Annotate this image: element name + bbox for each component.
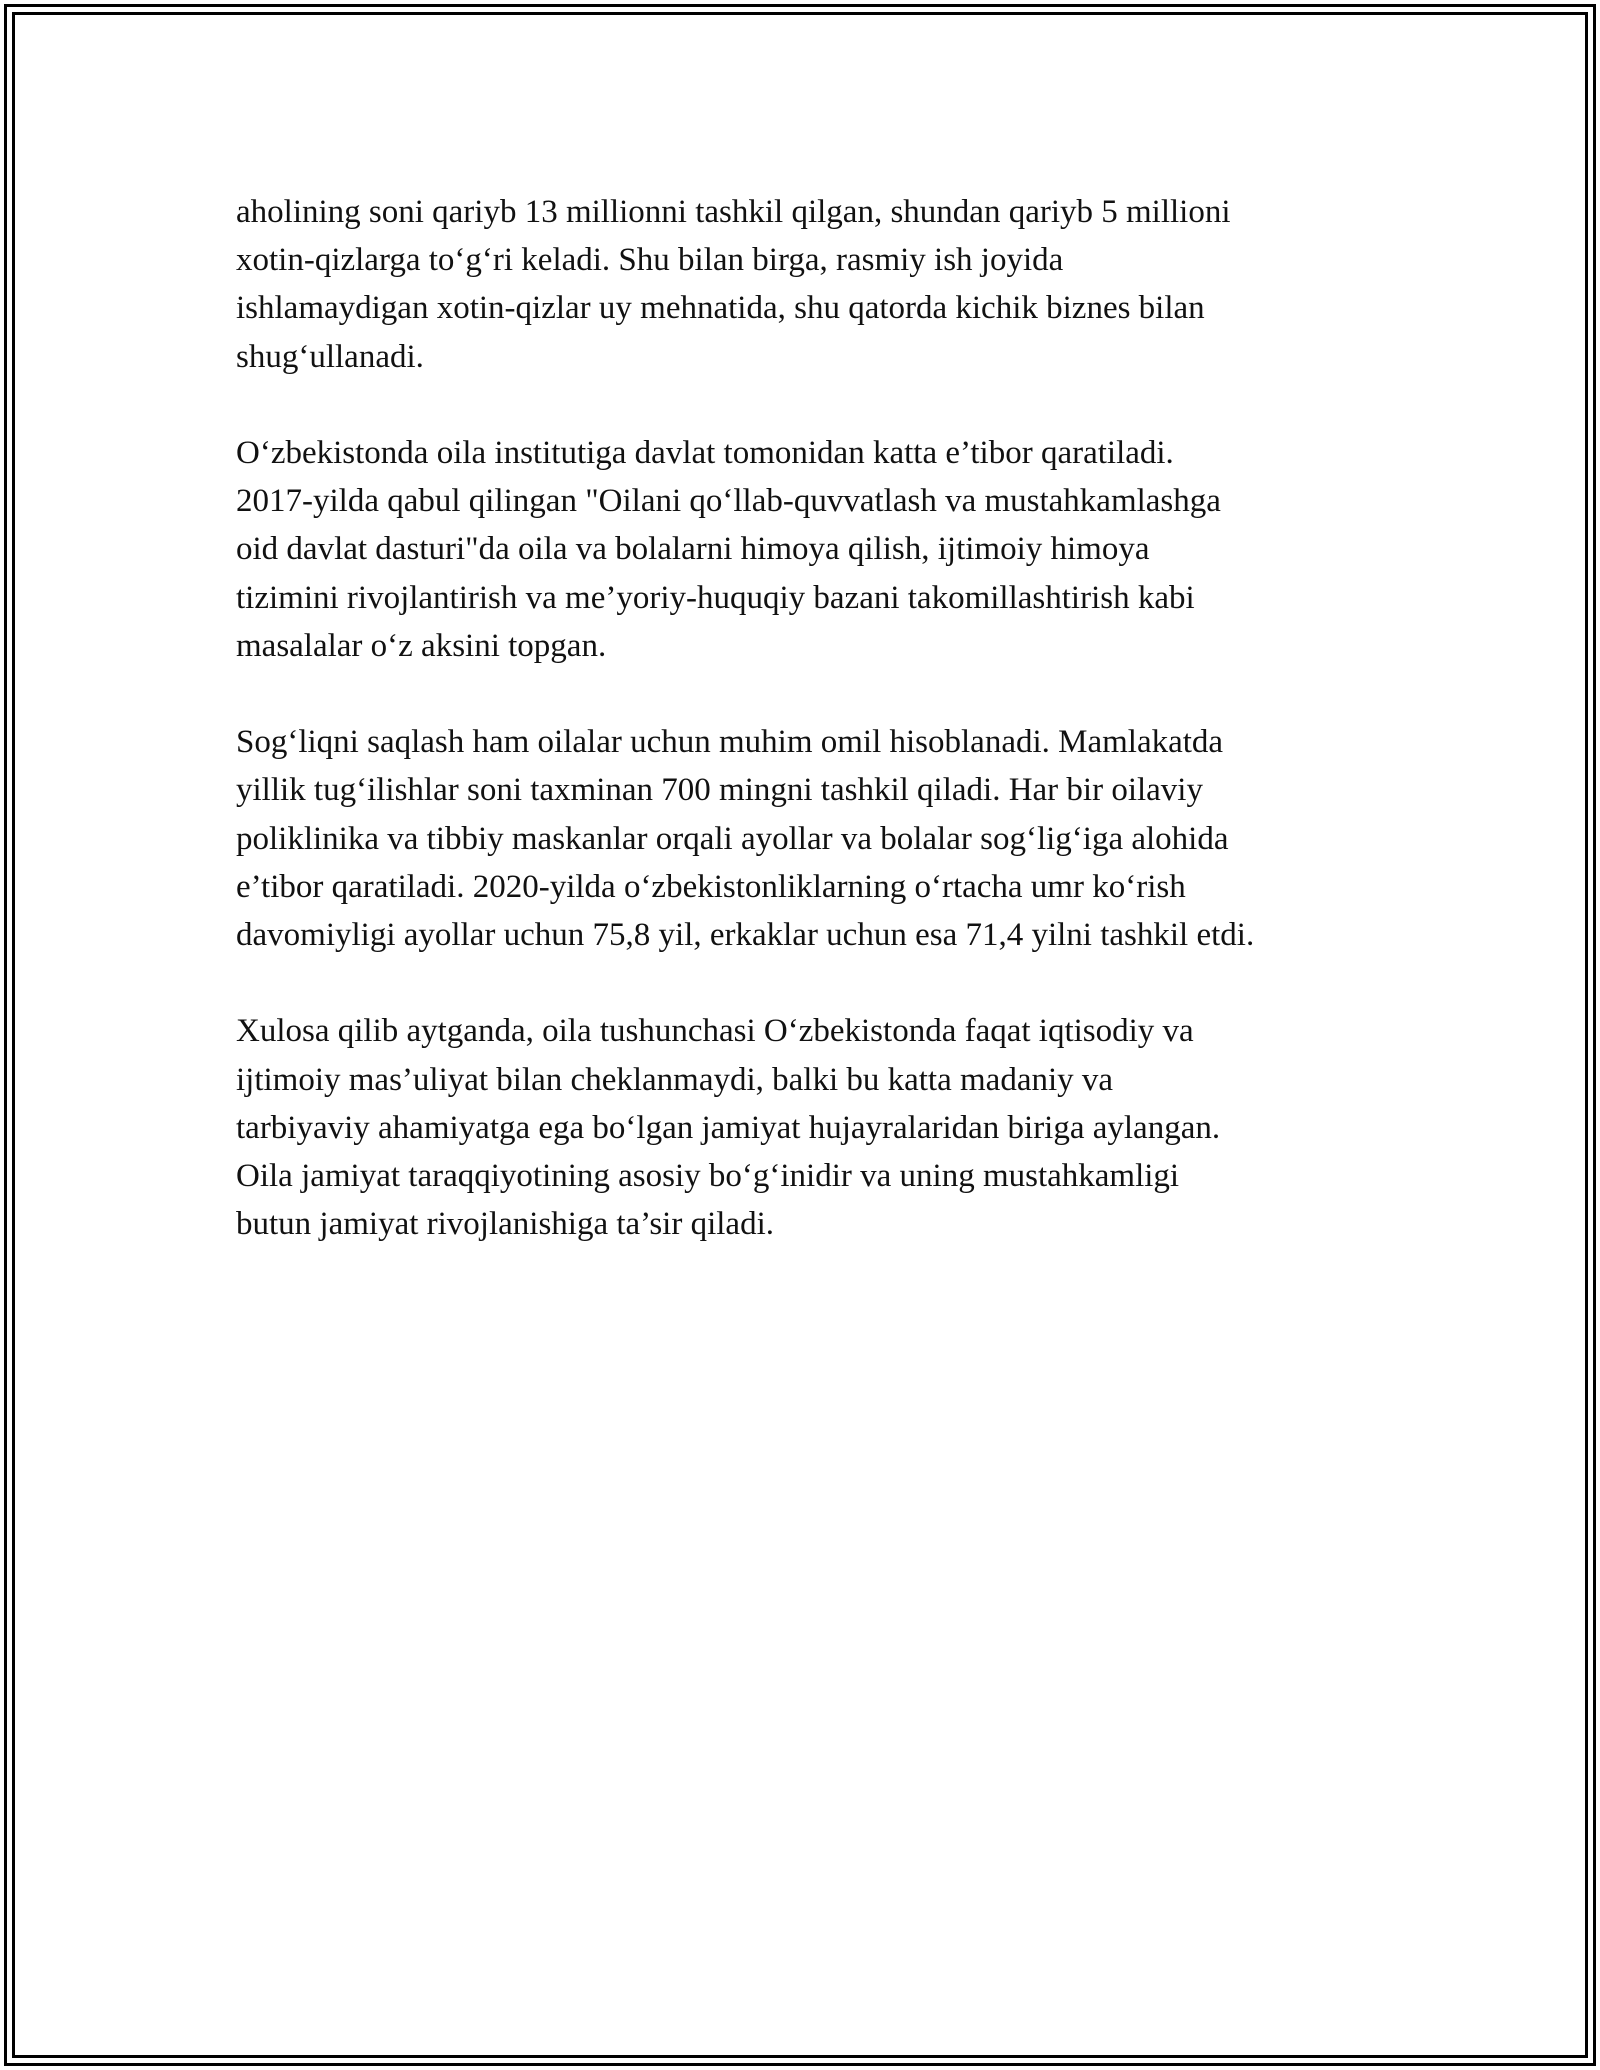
text-line: Oila jamiyat taraqqiyotining asosiy bo‘g‘inidir va uning mustahkamligi — [236, 1158, 1180, 1195]
text-line: xotin-qizlarga to‘g‘ri keladi. Shu bilan birga, rasmiy ish joyida — [236, 242, 1064, 279]
text-line: aholining soni qariyb 13 millionni tashkil qilgan, shundan qariyb 5 millioni — [236, 194, 1231, 230]
text-line: poliklinika va tibbiy maskanlar orqali ayollar va bolalar sog‘lig‘iga alohida — [236, 820, 1229, 857]
document-body — [236, 188, 1366, 1297]
text-line: tarbiyaviy ahamiyatga ega bo‘lgan jamiyat hujayralaridan biriga aylangan. — [236, 1109, 1221, 1146]
text-line: ijtimoiy mas’uliyat bilan cheklanmaydi, balki bu katta madaniy va — [236, 1061, 1114, 1098]
text-line: ishlamaydigan xotin-qizlar uy mehnatida, shu qatorda kichik biznes bilan — [236, 290, 1205, 327]
paragraph-conclusion — [236, 1007, 1366, 1248]
paragraph-family-institution — [236, 429, 1366, 670]
text-line: oid davlat dasturi"da oila va bolalarni himoya qilish, ijtimoiy himoya — [236, 531, 1150, 568]
text-line: O‘zbekistonda oila institutiga davlat tomonidan katta e’tibor qaratiladi. — [236, 435, 1174, 471]
text-line: tizimini rivojlantirish va me’yoriy-huquqiy bazani takomillashtirish kabi — [236, 579, 1195, 616]
text-line: yillik tug‘ilishlar soni taxminan 700 mingni tashkil qiladi. Har bir oilaviy — [236, 772, 1203, 809]
text-line: e’tibor qaratiladi. 2020-yilda o‘zbekistonliklarning o‘rtacha umr ko‘rish — [236, 868, 1186, 905]
text-line: shug‘ullanadi. — [236, 338, 424, 375]
text-line: Xulosa qilib aytganda, oila tushunchasi O‘zbekistonda faqat iqtisodiy va — [236, 1013, 1194, 1050]
text-line: Sog‘liqni saqlash ham oilalar uchun muhim omil hisoblanadi. Mamlakatda — [236, 724, 1224, 761]
paragraph-healthcare — [236, 718, 1366, 959]
text-line: davomiyligi ayollar uchun 75,8 yil, erkaklar uchun esa 71,4 yilni tashkil etdi. — [236, 917, 1255, 954]
text-line: masalalar o‘z aksini topgan. — [236, 627, 607, 664]
text-line: butun jamiyat rivojlanishiga ta’sir qiladi. — [236, 1206, 774, 1243]
paragraph-population — [236, 188, 1366, 381]
text-line: 2017-yilda qabul qilingan "Oilani qo‘llab-quvvatlash va mustahkamlashga — [236, 483, 1221, 520]
